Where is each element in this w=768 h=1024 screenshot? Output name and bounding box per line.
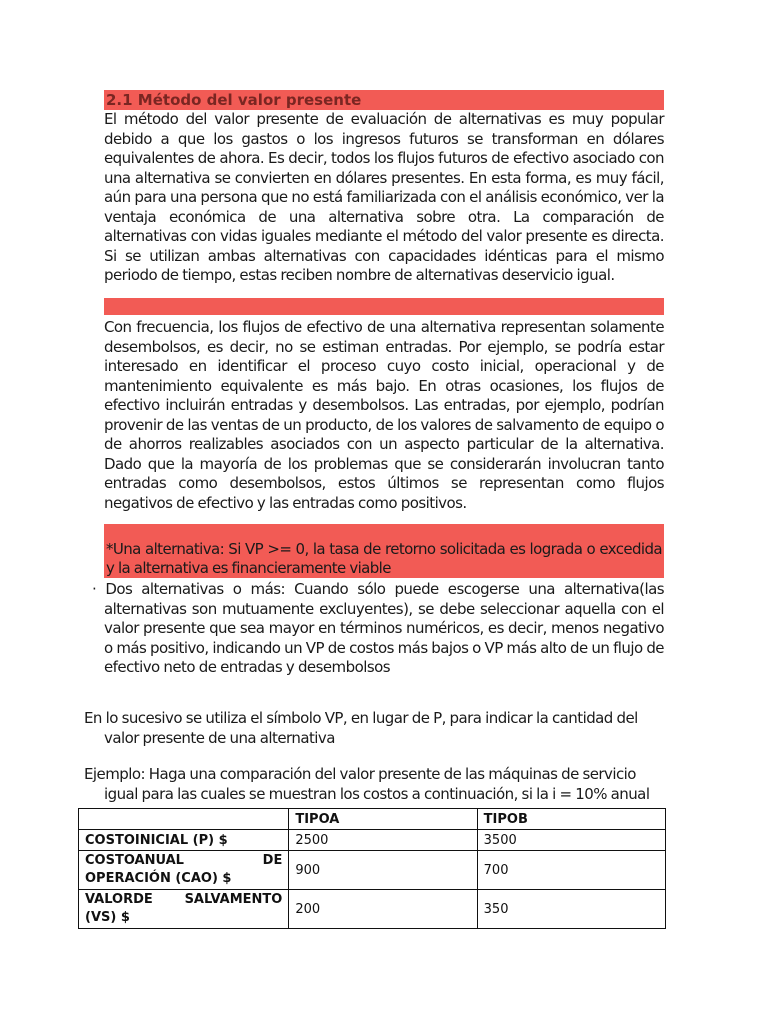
row-label-part: COSTOANUAL <box>85 853 184 868</box>
cost-comparison-table <box>78 808 666 929</box>
cell-tipo-a-salvage-value: 200 <box>289 890 477 929</box>
section-heading: 2.1 Método del valor presente <box>104 90 664 110</box>
row-label-part: (VS) $ <box>85 910 130 925</box>
highlight-separator <box>104 298 664 315</box>
table-row <box>79 890 666 929</box>
table-row <box>79 851 666 890</box>
table-header-row <box>79 809 666 830</box>
table-row <box>79 830 666 851</box>
cell-tipo-b-salvage-value: 350 <box>477 890 665 929</box>
row-label-part: VALORDE <box>85 892 153 907</box>
row-label-salvage-value <box>79 890 289 929</box>
bullet-text: Dos alternativas o más: Cuando sólo puede escogerse una alternativa(las alternativas son mutuamente excluyentes), se debe seleccionar aquella con el valor presente que sea mayor en términos numéricos, es decir, menos negativo o más positivo, indicando un VP de costos más bajos o VP más alto de un flujo de efectivo neto de entradas y desembolsos <box>104 580 664 676</box>
row-label-annual-operating-cost <box>79 851 289 890</box>
paragraph-cash-flows: Con frecuencia, los flujos de efectivo de una alternativa representan solamente desembolsos, es decir, no se estiman entradas. Por ejemplo, se podría estar interesado en identificar el proceso cuyo costo inicial, operacional y de mantenimiento equivalente es más bajo. En otras ocasiones, los flujos de efectivo incluirán entradas y desembolsos. Las entradas, por ejemplo, podrían provenir de las ventas de un producto, de los valores de salvamento de equipo o de ahorros realizables asociados con un aspecto particular de la alternativa. Dado que la mayoría de los problemas que se considerarán involucran tanto entradas como desembolsos, estos últimos se representan como flujos negativos de efectivo y las entradas como positivos. <box>104 318 664 512</box>
cell-tipo-a-initial-cost: 2500 <box>289 830 477 851</box>
cell-tipo-b-initial-cost: 3500 <box>477 830 665 851</box>
bullet-two-alternatives <box>84 580 664 678</box>
bullet-marker: · <box>92 580 97 598</box>
table-header-empty <box>79 809 289 830</box>
highlighted-note-one-alternative: *Una alternativa: Si VP >= 0, la tasa de retorno solicitada es lograda o excedida y la alternativa es financieramente viable <box>104 524 664 578</box>
table-header-tipo-a: TIPOA <box>289 809 477 830</box>
row-label-part: OPERACIÓN (CAO) $ <box>85 871 232 886</box>
row-label-part: SALVAMENTO <box>184 892 283 907</box>
row-label-initial-cost: COSTOINICIAL (P) $ <box>79 830 289 851</box>
table-header-tipo-b: TIPOB <box>477 809 665 830</box>
cell-tipo-a-annual-cost: 900 <box>289 851 477 890</box>
cell-tipo-b-annual-cost: 700 <box>477 851 665 890</box>
paragraph-present-value-method: El método del valor presente de evaluación de alternativas es muy popular debido a que los gastos o los ingresos futuros se transforman en dólares equivalentes de ahora. Es decir, todos los flujos futuros de efectivo asociado con una alternativa se convierten en dólares presentes. En esta forma, es muy fácil, aún para una persona que no está familiarizada con el análisis económico, ver la ventaja económica de una alternativa sobre otra. La comparación de alternativas con vidas iguales mediante el método del valor presente es directa. Si se utilizan ambas alternativas con capacidades idénticas para el mismo periodo de tiempo, estas reciben nombre de alternativas deservicio igual. <box>104 110 664 284</box>
row-label-part: DE <box>262 853 283 868</box>
paragraph-example: Ejemplo: Haga una comparación del valor presente de las máquinas de servicio igual para las cuales se muestran los costos a continuación, si la i = 10% anual <box>84 765 650 803</box>
paragraph-vp-symbol: En lo sucesivo se utiliza el símbolo VP, en lugar de P, para indicar la cantidad del valor presente de una alternativa <box>84 709 638 747</box>
